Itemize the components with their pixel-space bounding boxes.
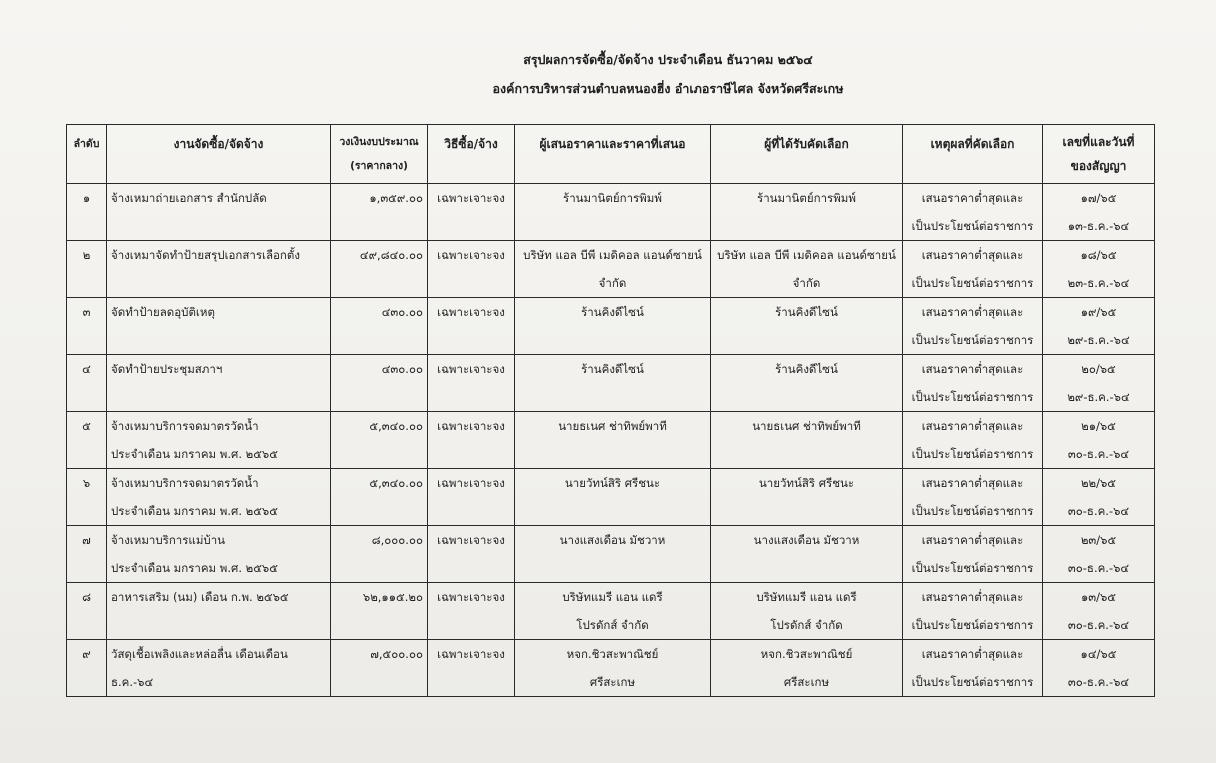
header-contract: เลขที่และวันที่ ของสัญญา <box>1043 125 1155 184</box>
header-bidder: ผู้เสนอราคาและราคาที่เสนอ <box>515 125 711 184</box>
cell-no-text: ๒ <box>82 248 91 262</box>
cell-method-text: เฉพาะเจาะจง <box>437 419 505 433</box>
cell-no <box>67 469 107 526</box>
cell-reason-text: เป็นประโยชน์ต่อราชการ <box>911 504 1034 518</box>
cell-no-text: ๘ <box>82 590 91 604</box>
cell-no <box>67 640 107 697</box>
cell-method-text: เฉพาะเจาะจง <box>437 248 505 262</box>
cell-selected-text: ร้านคิงดีไซน์ <box>775 305 838 319</box>
cell-budget <box>331 184 428 241</box>
cell-reason-text: เสนอราคาต่ำสุดและ <box>921 476 1024 490</box>
cell-method <box>428 184 515 241</box>
cell-task-text: ประจำเดือน มกราคม พ.ศ. ๒๕๖๕ <box>111 504 278 518</box>
cell-reason-text: เป็นประโยชน์ต่อราชการ <box>911 447 1034 461</box>
cell-bidder <box>515 640 711 697</box>
cell-reason-text: เสนอราคาต่ำสุดและ <box>921 647 1024 661</box>
cell-reason-text: เป็นประโยชน์ต่อราชการ <box>911 219 1034 233</box>
cell-budget-text: ๔๓๐.๐๐ <box>381 362 423 376</box>
cell-selected <box>711 241 903 298</box>
cell-bidder <box>515 469 711 526</box>
cell-task-text: ธ.ค.-๖๔ <box>111 675 154 689</box>
cell-bidder-text: บริษัท แอล บีพี เมดิคอล แอนด์ซายน์ <box>523 248 702 262</box>
cell-task <box>107 526 331 583</box>
cell-contract-text: ๑๓-ธ.ค.-๖๔ <box>1067 219 1130 233</box>
cell-budget-text: ๕,๓๔๐.๐๐ <box>369 419 423 433</box>
cell-contract <box>1043 355 1155 412</box>
cell-reason-text: เป็นประโยชน์ต่อราชการ <box>911 333 1034 347</box>
header-reason: เหตุผลที่คัดเลือก <box>903 125 1043 184</box>
cell-contract-text: ๒๑/๖๕ <box>1081 419 1116 433</box>
cell-selected-text: นายธเนศ ช่าทิพย์พาที <box>752 419 861 433</box>
cell-task <box>107 298 331 355</box>
cell-reason-text: เสนอราคาต่ำสุดและ <box>921 590 1024 604</box>
cell-budget-text: ๖๒,๑๑๕.๒๐ <box>362 590 423 604</box>
cell-no <box>67 184 107 241</box>
cell-method-text: เฉพาะเจาะจง <box>437 476 505 490</box>
cell-selected <box>711 184 903 241</box>
cell-no <box>67 412 107 469</box>
cell-task-text: จัดทำป้ายประชุมสภาฯ <box>111 362 223 376</box>
cell-selected <box>711 298 903 355</box>
cell-task <box>107 184 331 241</box>
cell-bidder-text: บริษัทแมรี แอน แดรี <box>562 590 663 604</box>
cell-contract <box>1043 184 1155 241</box>
table-row <box>67 412 1155 469</box>
cell-bidder-text: หจก.ชิวสะพาณิชย์ <box>566 647 659 661</box>
cell-budget <box>331 640 428 697</box>
header-no: ลำดับ <box>67 125 107 184</box>
cell-bidder-text <box>515 326 710 354</box>
cell-bidder-text: นางแสงเดือน มัชวาห <box>559 533 666 547</box>
cell-method <box>428 241 515 298</box>
cell-selected-text <box>711 212 902 240</box>
cell-selected-text: นางแสงเดือน มัชวาห <box>753 533 860 547</box>
cell-contract-text: ๒๓/๖๕ <box>1080 533 1117 547</box>
cell-no-text: ๓ <box>82 305 91 319</box>
cell-reason-text: เป็นประโยชน์ต่อราชการ <box>911 276 1034 290</box>
table-row <box>67 583 1155 640</box>
table-row <box>67 469 1155 526</box>
cell-no-text: ๕ <box>82 419 91 433</box>
cell-bidder-text: โปรดักส์ จำกัด <box>576 618 649 632</box>
cell-reason-text: เป็นประโยชน์ต่อราชการ <box>911 561 1034 575</box>
cell-task-text: จ้างเหมาจัดทำป้ายสรุปเอกสารเลือกตั้ง <box>111 248 300 262</box>
cell-method-text: เฉพาะเจาะจง <box>437 647 505 661</box>
cell-task-text: อาหารเสริม (นม) เดือน ก.พ. ๒๕๖๕ <box>111 590 289 604</box>
cell-bidder <box>515 412 711 469</box>
cell-task <box>107 469 331 526</box>
document-subtitle: องค์การบริหารส่วนตำบลหนองฮี่ง อำเภอราษีไศล จังหวัดศรีสะเกษ <box>492 81 844 96</box>
procurement-table <box>66 124 1155 697</box>
cell-task-text: จ้างเหมาบริการจดมาตรวัดน้ำ <box>111 419 259 433</box>
cell-bidder-text <box>515 212 710 240</box>
table-header-row <box>67 125 1155 184</box>
cell-contract-text: ๓๐-ธ.ค.-๖๔ <box>1067 504 1130 518</box>
cell-no-text: ๔ <box>82 362 91 376</box>
cell-no-text: ๗ <box>82 533 91 547</box>
document-title: สรุปผลการจัดซื้อ/จัดจ้าง ประจำเดือน ธันวาคม ๒๕๖๔ <box>523 52 813 67</box>
cell-reason <box>903 241 1043 298</box>
cell-contract-text: ๒๙-ธ.ค.-๖๔ <box>1067 333 1130 347</box>
cell-method-text: เฉพาะเจาะจง <box>437 533 505 547</box>
cell-contract <box>1043 298 1155 355</box>
cell-method <box>428 640 515 697</box>
cell-task-text: จัดทำป้ายลดอุบัติเหตุ <box>111 305 215 319</box>
cell-contract-text: ๑๙/๖๕ <box>1080 305 1117 319</box>
cell-bidder <box>515 355 711 412</box>
cell-reason-text: เป็นประโยชน์ต่อราชการ <box>911 390 1034 404</box>
cell-reason-text: เสนอราคาต่ำสุดและ <box>921 191 1024 205</box>
cell-reason <box>903 526 1043 583</box>
cell-budget <box>331 412 428 469</box>
cell-selected-text: หจก.ชิวสะพาณิชย์ <box>760 647 853 661</box>
cell-contract <box>1043 583 1155 640</box>
cell-selected-text: ศรีสะเกษ <box>783 675 830 689</box>
cell-selected <box>711 526 903 583</box>
cell-method-text: เฉพาะเจาะจง <box>437 590 505 604</box>
cell-reason-text: เสนอราคาต่ำสุดและ <box>921 533 1024 547</box>
cell-reason <box>903 298 1043 355</box>
cell-selected-text: จำกัด <box>792 276 821 290</box>
cell-bidder-text: ร้านคิงดีไซน์ <box>581 362 644 376</box>
cell-contract-text: ๑๗/๖๕ <box>1080 191 1117 205</box>
cell-task-text: วัสดุเชื้อเพลิงและหล่อลื่น เดือนเดือน <box>111 647 288 661</box>
cell-selected-text: บริษัทแมรี แอน แดรี <box>756 590 857 604</box>
cell-selected-text: ร้านคิงดีไซน์ <box>775 362 838 376</box>
cell-contract-text: ๓๐-ธ.ค.-๖๔ <box>1067 561 1130 575</box>
cell-bidder-text <box>515 383 710 411</box>
cell-reason-text: เสนอราคาต่ำสุดและ <box>921 362 1024 376</box>
cell-selected <box>711 640 903 697</box>
cell-selected-text <box>711 497 902 525</box>
cell-no-text: ๙ <box>82 647 91 661</box>
cell-contract-text: ๓๐-ธ.ค.-๖๔ <box>1067 447 1130 461</box>
cell-reason <box>903 184 1043 241</box>
cell-no-text: ๑ <box>82 191 91 205</box>
cell-contract <box>1043 526 1155 583</box>
cell-method <box>428 526 515 583</box>
cell-task-text <box>111 326 330 354</box>
cell-bidder <box>515 526 711 583</box>
cell-method <box>428 583 515 640</box>
cell-method-text: เฉพาะเจาะจง <box>437 191 505 205</box>
cell-no <box>67 526 107 583</box>
cell-contract-text: ๑๓/๖๕ <box>1080 590 1117 604</box>
cell-task <box>107 640 331 697</box>
cell-bidder-text: นายวัทน์สิริ ศรีชนะ <box>564 476 661 490</box>
cell-method <box>428 298 515 355</box>
cell-no <box>67 241 107 298</box>
cell-selected-text: ร้านมานิตย์การพิมพ์ <box>757 191 856 205</box>
cell-method <box>428 355 515 412</box>
cell-task-text: ประจำเดือน มกราคม พ.ศ. ๒๕๖๕ <box>111 561 278 575</box>
cell-contract <box>1043 412 1155 469</box>
cell-contract-text: ๒๙-ธ.ค.-๖๔ <box>1067 390 1130 404</box>
cell-selected-text <box>711 554 902 582</box>
cell-bidder <box>515 583 711 640</box>
cell-method-text: เฉพาะเจาะจง <box>437 362 505 376</box>
cell-task <box>107 412 331 469</box>
cell-contract <box>1043 640 1155 697</box>
header-method: วิธีซื้อ/จ้าง <box>428 125 515 184</box>
cell-selected-text: บริษัท แอล บีพี เมดิคอล แอนด์ซายน์ <box>717 248 896 262</box>
cell-no <box>67 355 107 412</box>
cell-reason-text: เสนอราคาต่ำสุดและ <box>921 305 1024 319</box>
cell-reason-text: เสนอราคาต่ำสุดและ <box>921 419 1024 433</box>
cell-budget-text: ๑,๓๕๙.๐๐ <box>369 191 423 205</box>
cell-task-text <box>111 383 330 411</box>
cell-reason <box>903 583 1043 640</box>
cell-selected <box>711 469 903 526</box>
cell-contract-text: ๓๐-ธ.ค.-๖๔ <box>1067 675 1130 689</box>
cell-budget <box>331 355 428 412</box>
cell-no-text: ๖ <box>82 476 91 490</box>
table-row <box>67 640 1155 697</box>
cell-bidder-text: ศรีสะเกษ <box>589 675 636 689</box>
cell-budget <box>331 298 428 355</box>
cell-reason <box>903 412 1043 469</box>
cell-contract-text: ๒๐/๖๕ <box>1081 362 1116 376</box>
cell-contract <box>1043 469 1155 526</box>
cell-reason-text: เป็นประโยชน์ต่อราชการ <box>911 675 1034 689</box>
cell-bidder-text <box>515 497 710 525</box>
cell-method-text: เฉพาะเจาะจง <box>437 305 505 319</box>
cell-selected-text <box>711 326 902 354</box>
cell-task-text: จ้างเหมาบริการจดมาตรวัดน้ำ <box>111 476 259 490</box>
table-row <box>67 526 1155 583</box>
cell-budget <box>331 241 428 298</box>
cell-method <box>428 469 515 526</box>
cell-budget-text: ๔๓๐.๐๐ <box>381 305 423 319</box>
cell-no <box>67 298 107 355</box>
cell-task-text <box>111 212 330 240</box>
cell-contract <box>1043 241 1155 298</box>
cell-selected-text <box>711 440 902 468</box>
cell-reason <box>903 469 1043 526</box>
cell-contract-text: ๑๔/๖๕ <box>1080 647 1117 661</box>
cell-budget-text: ๕,๓๔๐.๐๐ <box>369 476 423 490</box>
cell-bidder-text <box>515 440 710 468</box>
header-selected: ผู้ที่ได้รับคัดเลือก <box>711 125 903 184</box>
cell-selected <box>711 583 903 640</box>
table-row <box>67 241 1155 298</box>
cell-contract-text: ๓๐-ธ.ค.-๖๔ <box>1067 618 1130 632</box>
cell-task <box>107 241 331 298</box>
cell-bidder-text: ร้านมานิตย์การพิมพ์ <box>563 191 662 205</box>
cell-task <box>107 583 331 640</box>
cell-bidder-text <box>515 554 710 582</box>
cell-task-text <box>111 269 330 297</box>
cell-bidder <box>515 241 711 298</box>
cell-selected-text: นายวัทน์สิริ ศรีชนะ <box>758 476 855 490</box>
cell-no <box>67 583 107 640</box>
cell-method <box>428 412 515 469</box>
cell-task-text <box>111 611 330 639</box>
cell-bidder <box>515 298 711 355</box>
cell-budget <box>331 583 428 640</box>
cell-reason-text: เป็นประโยชน์ต่อราชการ <box>911 618 1034 632</box>
header-budget: วงเงินงบประมาณ (ราคากลาง) <box>331 125 428 184</box>
cell-selected-text <box>711 383 902 411</box>
cell-reason-text: เสนอราคาต่ำสุดและ <box>921 248 1024 262</box>
cell-task-text: ประจำเดือน มกราคม พ.ศ. ๒๕๖๕ <box>111 447 278 461</box>
cell-contract-text: ๒๓-ธ.ค.-๖๔ <box>1067 276 1130 290</box>
cell-bidder-text: ร้านคิงดีไซน์ <box>581 305 644 319</box>
cell-bidder-text: นายธเนศ ช่าทิพย์พาที <box>558 419 667 433</box>
table-row <box>67 298 1155 355</box>
cell-selected <box>711 355 903 412</box>
cell-bidder <box>515 184 711 241</box>
cell-budget-text: ๘,๐๐๐.๐๐ <box>371 533 423 547</box>
cell-budget <box>331 469 428 526</box>
cell-selected <box>711 412 903 469</box>
cell-reason <box>903 640 1043 697</box>
cell-contract-text: ๒๒/๖๕ <box>1080 476 1117 490</box>
cell-budget-text: ๔๙,๘๔๐.๐๐ <box>359 248 423 262</box>
cell-selected-text: โปรดักส์ จำกัด <box>770 618 843 632</box>
cell-budget-text: ๗,๕๐๐.๐๐ <box>370 647 423 661</box>
table-row <box>67 355 1155 412</box>
cell-contract-text: ๑๘/๖๕ <box>1080 248 1117 262</box>
cell-bidder-text: จำกัด <box>598 276 627 290</box>
cell-task-text: จ้างเหมาถ่ายเอกสาร สำนักปลัด <box>111 191 267 205</box>
cell-budget <box>331 526 428 583</box>
header-task: งานจัดซื้อ/จัดจ้าง <box>107 125 331 184</box>
table-row <box>67 184 1155 241</box>
cell-task <box>107 355 331 412</box>
cell-task-text: จ้างเหมาบริการแม่บ้าน <box>111 533 226 547</box>
cell-reason <box>903 355 1043 412</box>
